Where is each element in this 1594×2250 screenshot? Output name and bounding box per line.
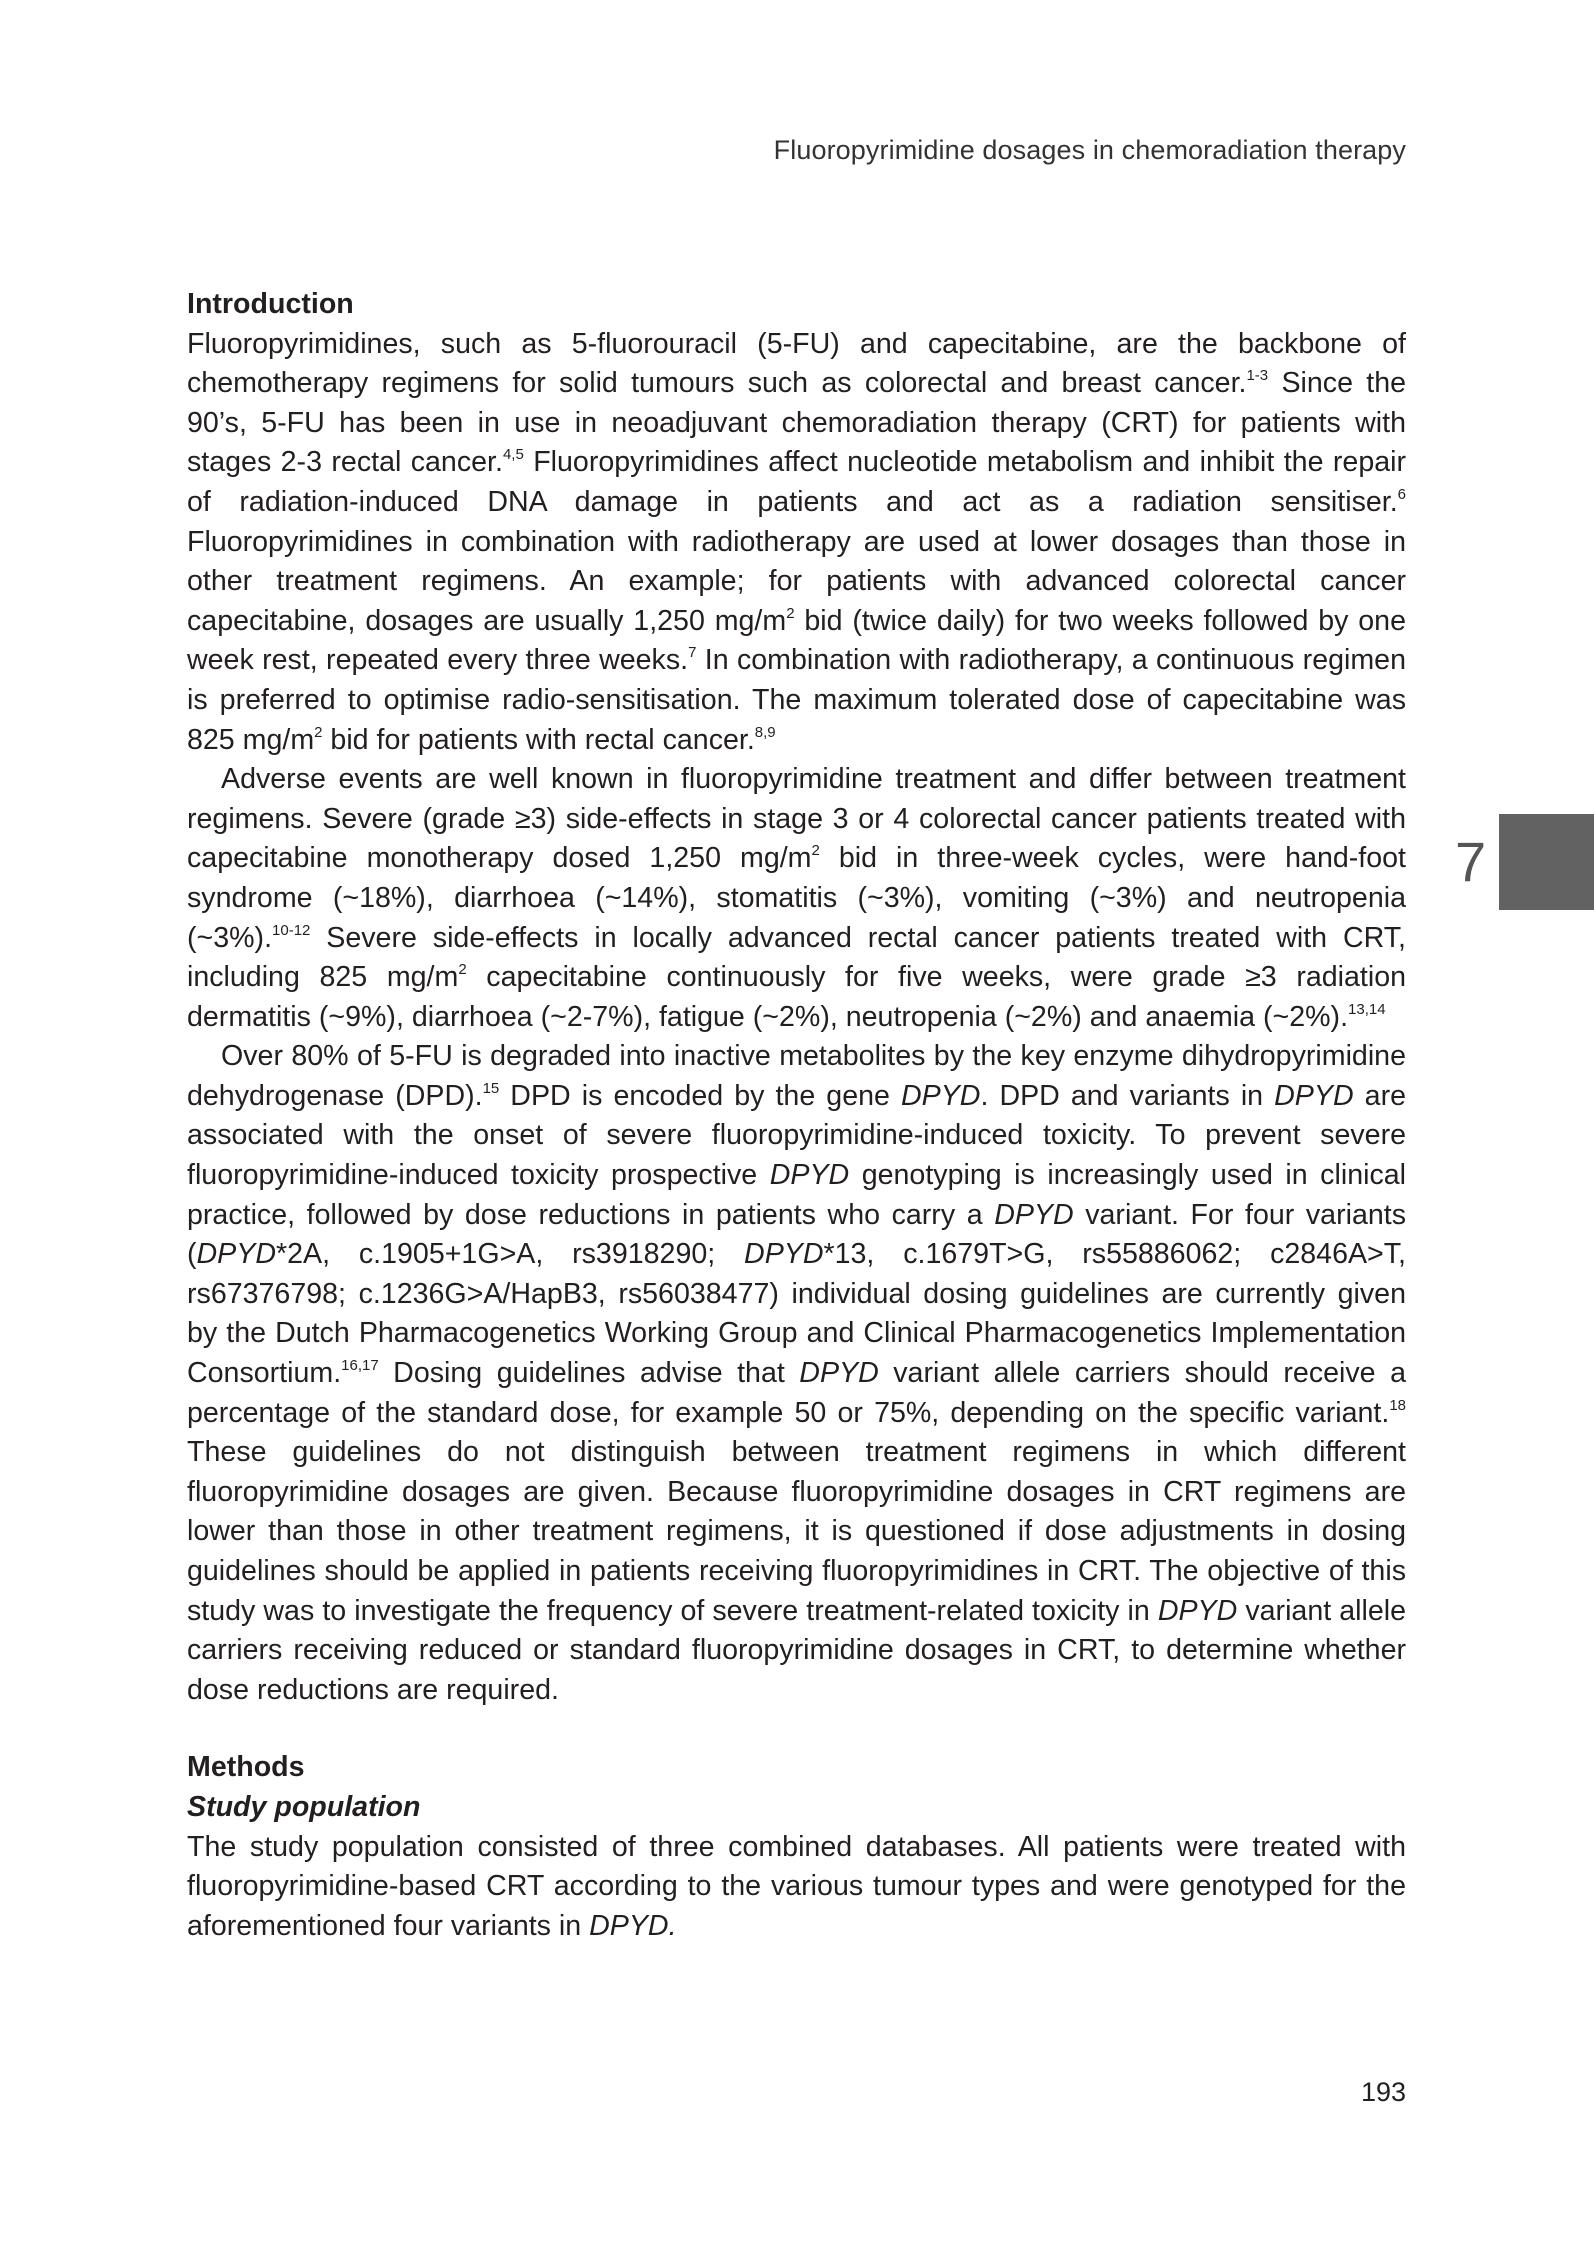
text-run: are associated with the onset of severe fluoropyrimidine-induced toxicity. To prevent severe fluoropyrimidine-induced toxicity prospective: [187, 1079, 1406, 1192]
text-run: Fluoropyrimidines, such as 5-fluorouracil (5-FU) and capecitabine, are the backbone of chemotherapy regimens for solid tumours such as colorectal and breast cancer.: [187, 327, 1406, 400]
methods-heading: Methods: [187, 1751, 305, 1784]
page-number: 193: [1360, 2077, 1406, 2107]
introduction-paragraph-3: [187, 1037, 1406, 1710]
citation-ref: 1-3: [1246, 367, 1269, 385]
text-run: DPD is encoded by the gene: [499, 1079, 901, 1112]
citation-ref: 10-12: [272, 921, 311, 939]
citation-ref: 6: [1397, 485, 1406, 503]
text-run: Adverse events are well known in fluoropyrimidine treatment and differ between treatment regimens. Severe (grade ≥3) side-effects in stage 3 or 4 colorectal cancer patients treated with capecitabine monotherapy dosed 1,250 mg/m: [187, 763, 1406, 875]
text-run: variant. For four variants (: [187, 1198, 1406, 1271]
introduction-paragraph-2: [187, 760, 1406, 1037]
chapter-tab-marker: [1499, 814, 1594, 910]
gene-name: DPYD: [769, 1159, 850, 1192]
gene-name: DPYD: [900, 1079, 981, 1112]
text-run: Severe side-effects in locally advanced rectal cancer patients treated with CRT, including 825 mg/m: [187, 921, 1406, 994]
text-run: Fluoropyrimidines in combination with radiotherapy are used at lower dosages than those in other treatment regimens. An example; for patients with advanced colorectal cancer capecitabine, dosages are usually 1,250 mg/m: [187, 525, 1406, 637]
citation-ref: 15: [482, 1079, 500, 1097]
text-run: Over 80% of 5-FU is degraded into inactive metabolites by the key enzyme dihydropyrimidine dehydrogenase (DPD).: [187, 1040, 1406, 1112]
citation-ref: 7: [688, 644, 697, 662]
gene-name: DPYD: [799, 1357, 879, 1390]
study-population-subheading: Study population: [187, 1790, 421, 1823]
citation-ref: 8,9: [754, 723, 776, 741]
unit-superscript: 2: [314, 723, 323, 741]
citation-ref: 16,17: [341, 1357, 379, 1375]
text-run: bid for patients with rectal cancer.: [322, 723, 755, 756]
introduction-heading: Introduction: [187, 288, 354, 320]
citation-ref: 18: [1389, 1396, 1406, 1414]
text-run: bid in three-week cycles, were hand-foot syndrome (~18%), diarrhoea (~14%), stomatitis (~3%), vomiting (~3%) and neutropenia (~3%).: [187, 842, 1406, 954]
text-run: In combination with radiotherapy, a continuous regimen is preferred to optimise radio-sensitisation. The maximum tolerated dose of capecitabine was 825 mg/m: [187, 644, 1406, 756]
text-run: The study population consisted of three combined databases. All patients were treated with fluoropyrimidine-based CRT according to the various tumour types and were genotyped for the aforementioned four variants in: [187, 1830, 1406, 1942]
text-run: Dosing guidelines advise that: [378, 1357, 800, 1390]
running-header: Fluoropyrimidine dosages in chemoradiation therapy: [773, 135, 1406, 165]
text-run: Fluoropyrimidines affect nucleotide metabolism and inhibit the repair of radiation-induced DNA damage in patients and act as a radiation sensitiser.: [187, 446, 1407, 518]
gene-name: DPYD: [994, 1198, 1074, 1231]
text-run: capecitabine continuously for five weeks, were grade ≥3 radiation dermatitis (~9%), diarrhoea (~2-7%), fatigue (~2%), neutropenia (~2%) and anaemia (~2%).: [187, 961, 1407, 1033]
text-run: *2A, c.1905+1G>A, rs3918290;: [275, 1238, 745, 1271]
unit-superscript: 2: [786, 604, 795, 622]
unit-superscript: 2: [811, 842, 820, 860]
text-run: Since the 90’s, 5-FU has been in use in neoadjuvant chemoradiation therapy (CRT) for patients with stages 2-3 rectal cancer.: [187, 367, 1407, 479]
text-run: . DPD and variants in: [980, 1079, 1275, 1112]
gene-name: DPYD: [744, 1238, 824, 1271]
text-run: *13, c.1679T>G, rs55886062; c2846A>T, rs67376798; c.1236G>A/HapB3, rs56038477) individual dosing guidelines are currently given by the Dutch Pharmacogenetics Working Group and Clinical Pharmacogenetics Implementation Consortium.: [187, 1238, 1406, 1390]
citation-ref: 4,5: [502, 446, 524, 464]
text-run: variant allele carriers should receive a percentage of the standard dose, for example 50 or 75%, depending on the specific variant.: [187, 1357, 1406, 1429]
unit-superscript: 2: [458, 961, 467, 979]
gene-name: DPYD: [1274, 1079, 1354, 1112]
gene-name: DPYD: [1157, 1594, 1238, 1627]
introduction-paragraph-1: [187, 325, 1406, 761]
gene-name: DPYD.: [589, 1909, 677, 1942]
text-run: These guidelines do not distinguish between treatment regimens in which different fluoropyrimidine dosages are given. Because fluoropyrimidine dosages in CRT regimens are lower than those in other treatment regimens, it is questioned if dose adjustments in dosing guidelines should be applied in patients receiving fluoropyrimidines in CRT. The objective of this study was to investigate the frequency of severe treatment-related toxicity in: [187, 1436, 1406, 1627]
text-run: variant allele carriers receiving reduced or standard fluoropyrimidine dosages in CRT, to determine whether dose reductions are required.: [187, 1594, 1406, 1706]
text-run: genotyping is increasingly used in clinical practice, followed by dose reductions in patients who carry a: [187, 1159, 1406, 1231]
methods-paragraph-1: [187, 1828, 1406, 1947]
body-text: [187, 285, 1406, 1946]
citation-ref: 13,14: [1348, 1000, 1386, 1018]
section-spacer: [187, 1710, 1406, 1748]
gene-name: DPYD: [196, 1238, 276, 1271]
chapter-number: 7: [1455, 830, 1487, 893]
text-run: bid (twice daily) for two weeks followed by one week rest, repeated every three weeks.: [187, 604, 1406, 677]
